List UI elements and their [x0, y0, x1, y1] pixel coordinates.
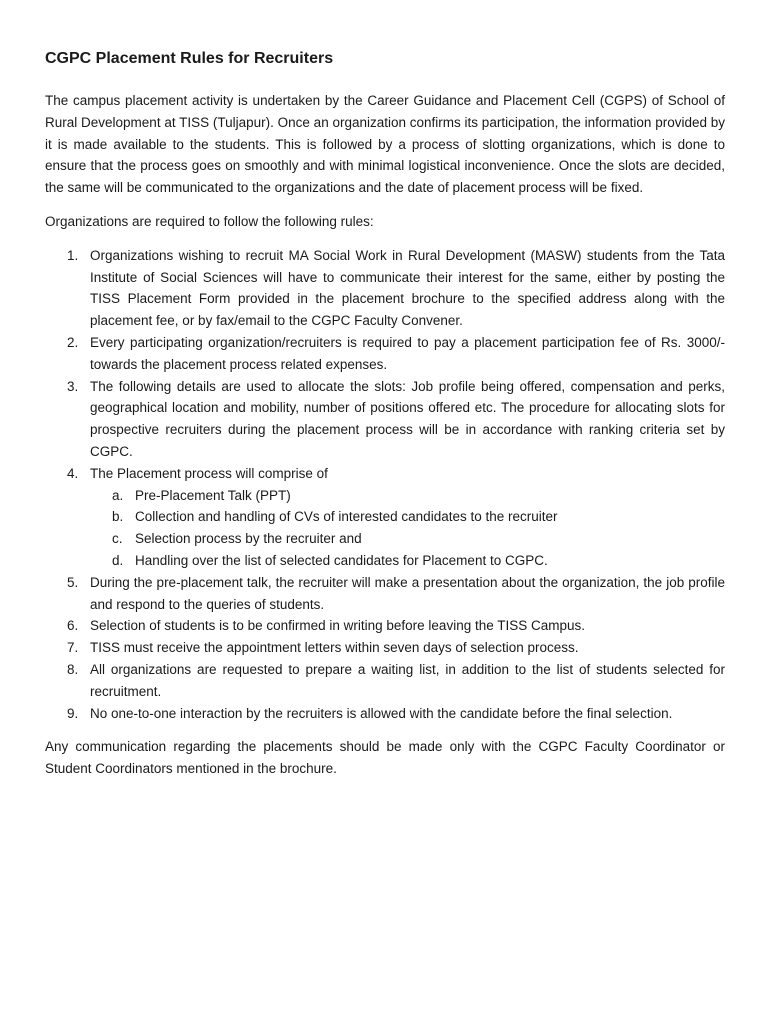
list-item [45, 376, 725, 463]
list-number: 1. [67, 247, 79, 263]
list-number: 3. [67, 378, 79, 394]
list-number: 6. [67, 618, 79, 634]
list-item-text: During the pre-placement talk, the recruiter will make a presentation about the organization, the job profile and respond to the queries of students. [90, 574, 725, 612]
list-item [45, 332, 725, 376]
list-item-text: Selection of students is to be confirmed in writing before leaving the TISS Campus. [90, 618, 586, 634]
sub-list-letter: c. [112, 531, 123, 547]
list-number: 5. [67, 574, 79, 590]
list-item [45, 615, 725, 637]
sub-list-letter: d. [112, 552, 124, 568]
list-number: 9. [67, 705, 79, 721]
intro-paragraph: The campus placement activity is undertaken by the Career Guidance and Placement Cell (CGPS) of School of Rural Development at TISS (Tuljapur). Once an organization confirms its participation, the information provided by it is made available to the students. This is followed by a process of slotting organizations, which is done to ensure that the process goes on smoothly and with minimal logistical inconvenience. Once the slots are decided, the same will be communicated to the organizations and the date of placement process will be fixed. [45, 93, 725, 196]
list-item-text: The Placement process will comprise of [90, 465, 328, 481]
list-number: 4. [67, 465, 79, 481]
sub-list-item-text: Pre-Placement Talk (PPT) [135, 487, 291, 503]
sub-list-item [90, 485, 725, 507]
document-page [45, 48, 725, 792]
sub-list-item [90, 506, 725, 528]
closing-paragraph: Any communication regarding the placements should be made only with the CGPC Faculty Coordinator or Student Coordinators mentioned in the brochure. [45, 739, 725, 777]
sub-list-item-text: Collection and handling of CVs of interested candidates to the recruiter [135, 509, 558, 525]
list-item-text: All organizations are requested to prepare a waiting list, in addition to the list of students selected for recruitment. [90, 661, 725, 699]
page-title: CGPC Placement Rules for Recruiters [45, 50, 334, 67]
list-number: 2. [67, 334, 79, 350]
list-item-text: No one-to-one interaction by the recruiters is allowed with the candidate before the final selection. [90, 705, 673, 721]
list-item [45, 703, 725, 725]
rules-list [45, 245, 725, 725]
list-item-text: The following details are used to allocate the slots: Job profile being offered, compensation and perks, geographical location and mobility, number of positions offered etc. The procedure for allocating slots for prospective recruiters during the placement process will be in accordance with ranking criteria set by CGPC. [90, 378, 725, 459]
sub-list-letter: a. [112, 487, 124, 503]
sub-list-item-text: Handling over the list of selected candidates for Placement to CGPC. [135, 552, 548, 568]
list-item [45, 572, 725, 616]
sub-list-item [90, 528, 725, 550]
list-item-text: TISS must receive the appointment letters within seven days of selection process. [90, 640, 579, 656]
sub-list-item [90, 550, 725, 572]
rules-intro: Organizations are required to follow the following rules: [45, 213, 374, 229]
list-number: 8. [67, 661, 79, 677]
list-item [45, 463, 725, 572]
list-item-text: Every participating organization/recruiters is required to pay a placement participation fee of Rs. 3000/- towards the placement process related expenses. [90, 334, 725, 372]
list-item [45, 637, 725, 659]
sub-list-item-text: Selection process by the recruiter and [135, 531, 362, 547]
list-item [45, 245, 725, 332]
sub-list [90, 485, 725, 572]
list-item-text: Organizations wishing to recruit MA Social Work in Rural Development (MASW) students from the Tata Institute of Social Sciences will have to communicate their interest for the same, either by posting the TISS Placement Form provided in the placement brochure to the specified address along with the placement fee, or by fax/email to the CGPC Faculty Convener. [90, 247, 725, 329]
sub-list-letter: b. [112, 509, 124, 525]
list-number: 7. [67, 640, 79, 656]
list-item [45, 659, 725, 703]
